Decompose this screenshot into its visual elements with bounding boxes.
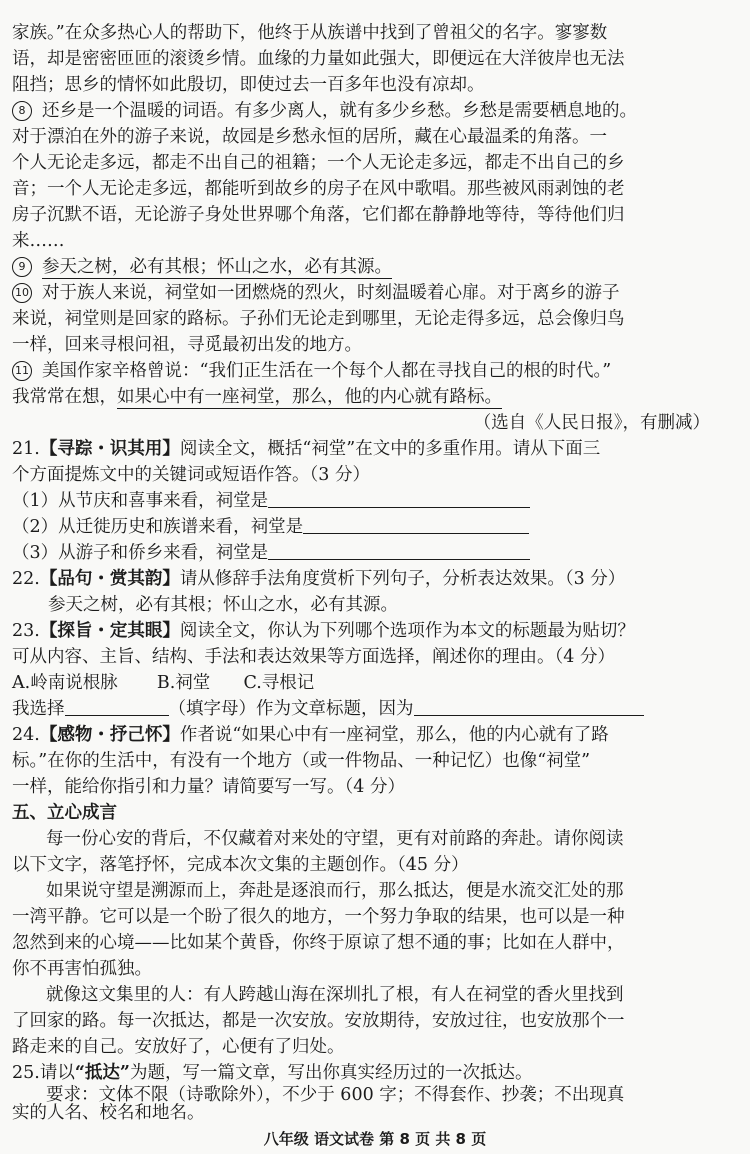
question-number: 21. — [12, 439, 40, 459]
question-text: （填字母）作为文章标题，因为 — [168, 699, 414, 719]
q24-stem-line2: 标。”在你的生活中，有没有一个地方（或一件物品、一种记忆）也像“祠堂” — [12, 751, 591, 771]
passage-p11-line1 — [12, 358, 742, 384]
option-b: B.祠堂 — [156, 673, 211, 693]
passage-p9 — [12, 254, 742, 280]
section5-para2-line3: 路走来的自己。安放好了，心便有了归处。 — [12, 1037, 345, 1057]
passage-text: 我常常在想， — [12, 387, 117, 407]
q24-stem-line1 — [12, 722, 742, 748]
q23-options — [12, 670, 742, 696]
passage-source: （选自《人民日报》，有删减） — [473, 413, 710, 433]
essay-title: “抵达” — [74, 1063, 130, 1083]
passage-p8-line3: 个人无论走多远，都走不出自己的祖籍；一个人无论走多远，都走不出自己的乡 — [12, 153, 625, 173]
section5-para1-line3: 忽然到来的心境——比如某个黄昏，你终于原谅了想不通的事；比如在人群中， — [12, 933, 625, 953]
passage-p10-line2: 来说，祠堂则是回家的路标。子孙们无论走到哪里，无论走得多远，总会像归鸟 — [12, 309, 625, 329]
question-tag: 【寻踪・识其用】 — [39, 439, 180, 459]
passage-p10-line1 — [12, 280, 742, 306]
q22-quote: 参天之树，必有其根；怀山之水，必有其源。 — [48, 595, 398, 615]
section5-para2-line1: 就像这文集里的人：有人跨越山海在深圳扎了根，有人在祠堂的香火里找到 — [46, 985, 624, 1005]
question-tag: 【探旨・定其眼】 — [39, 621, 180, 641]
section-heading: 五、立心成言 — [12, 803, 117, 823]
passage-p8-line4: 音；一个人无论走多远，都能听到故乡的房子在风中歌唱。那些被风雨剥蚀的老 — [12, 179, 625, 199]
question-tag: 【感物・抒己怀】 — [39, 725, 180, 745]
section5-intro-line1: 每一份心安的背后，不仅藏着对来处的守望，更有对前路的奔赴。请你阅读 — [46, 829, 624, 849]
question-text: （2）从迁徙历史和族谱来看，祠堂是 — [12, 517, 304, 537]
paragraph-number: 10 — [12, 283, 32, 303]
q21-stem-line1 — [12, 436, 742, 462]
passage-p8-line5: 房子沉默不语，无论游子身处世界哪个角落，它们都在静静地等待，等待他们归 — [12, 205, 625, 225]
passage-p11-line2 — [12, 384, 742, 410]
q21-item-2 — [12, 514, 742, 540]
question-number: 24. — [12, 725, 40, 745]
q25-requirement-line2: 实的人名、校名和地名。 — [12, 1103, 205, 1123]
q25-requirement-line1: 要求：文体不限（诗歌除外），不少于 600 字；不得套作、抄袭；不出现真 — [46, 1085, 625, 1105]
question-text: 我选择 — [12, 699, 65, 719]
q21-item-1 — [12, 488, 742, 514]
passage-p8-line6: 来…… — [12, 231, 65, 251]
passage-p8-line2: 对于漂泊在外的游子来说，故园是乡愁永恒的居所，藏在心最温柔的角落。一 — [12, 127, 607, 147]
passage-p7-line3: 阻挡；思乡的情怀如此殷切，即使过去一百多年也没有凉却。 — [12, 75, 485, 95]
question-text: （1）从节庆和喜事来看，祠堂是 — [12, 491, 269, 511]
q23-stem-line1 — [12, 618, 742, 644]
q23-answer — [12, 696, 742, 722]
answer-blank-reason[interactable] — [414, 697, 644, 716]
question-text: 请以 — [39, 1063, 75, 1083]
question-number: 25. — [12, 1063, 40, 1083]
passage-p7-line1: 家族。”在众多热心人的帮助下，他终于从族谱中找到了曾祖父的名字。寥寥数 — [12, 23, 608, 43]
question-text: 请从修辞手法角度赏析下列句子，分析表达效果。（3 分） — [179, 569, 626, 589]
question-text: 为题，写一篇文章，写出你真实经历过的一次抵达。 — [129, 1063, 533, 1083]
page-footer: 八年级 语文试卷 第 8 页 共 8 页 — [263, 1130, 487, 1148]
question-number: 22. — [12, 569, 40, 589]
answer-blank-letter[interactable] — [65, 697, 169, 716]
answer-blank[interactable] — [268, 541, 530, 560]
section5-para1-line2: 一湾平静。它可以是一个盼了很久的地方，一个努力争取的结果，也可以是一种 — [12, 907, 625, 927]
passage-text-underlined: 参天之树，必有其根；怀山之水，必有其源。 — [42, 257, 392, 277]
q25-stem — [12, 1060, 742, 1086]
section5-para2-line2: 了回家的路。每一次抵达，都是一次安放。安放期待，安放过往，也安放那个一 — [12, 1011, 625, 1031]
passage-p8-line1 — [12, 98, 742, 124]
option-c: C.寻根记 — [243, 673, 315, 693]
answer-blank[interactable] — [268, 489, 530, 508]
passage-p7-line2: 语，却是密密匝匝的滚烫乡情。血缘的力量如此强大，即便远在大洋彼岸也无法 — [12, 49, 625, 69]
option-a: A.岭南说根脉 — [12, 673, 118, 693]
paragraph-number: 11 — [12, 361, 32, 381]
question-text: 作者说“如果心中有一座祠堂，那么，他的内心就有了路 — [179, 725, 609, 745]
paragraph-number: 9 — [12, 257, 32, 277]
q22-stem — [12, 566, 742, 592]
q23-stem-line2: 可从内容、主旨、结构、手法和表达效果等方面选择，阐述你的理由。（4 分） — [12, 647, 615, 667]
question-tag: 【品句・赏其韵】 — [39, 569, 180, 589]
section5-para1-line4: 你不再害怕孤独。 — [12, 959, 152, 979]
q21-stem-line2: 个方面提炼文中的关键词或短语作答。（3 分） — [12, 465, 370, 485]
passage-text-underlined: 如果心中有一座祠堂，那么，他的内心就有路标。 — [117, 387, 502, 407]
paragraph-number: 8 — [12, 101, 32, 121]
q24-stem-line3: 一样，能给你指引和力量？请简要写一写。（4 分） — [12, 777, 405, 797]
question-text: 阅读全文，你认为下列哪个选项作为本文的标题最为贴切？ — [179, 621, 635, 641]
section5-intro-line2: 以下文字，落笔抒怀，完成本次文集的主题创作。（45 分） — [12, 855, 469, 875]
q21-item-3 — [12, 540, 742, 566]
question-text: 阅读全文，概括“祠堂”在文中的多重作用。请从下面三 — [179, 439, 601, 459]
passage-text: 美国作家辛格曾说：“我们正生活在一个每个人都在寻找自己的根的时代。” — [42, 361, 612, 381]
passage-p10-line3: 一样，回来寻根问祖，寻觅最初出发的地方。 — [12, 335, 362, 355]
question-number: 23. — [12, 621, 40, 641]
passage-text: 还乡是一个温暖的词语。有多少离人，就有多少乡愁。乡愁是需要栖息地的。 — [42, 101, 637, 121]
passage-text: 对于族人来说，祠堂如一团燃烧的烈火，时刻温暖着心扉。对于离乡的游子 — [42, 283, 620, 303]
answer-blank[interactable] — [303, 515, 529, 534]
question-text: （3）从游子和侨乡来看，祠堂是 — [12, 543, 269, 563]
section5-para1-line1: 如果说守望是溯源而上，奔赴是逐浪而行，那么抵达，便是水流交汇处的那 — [46, 881, 624, 901]
